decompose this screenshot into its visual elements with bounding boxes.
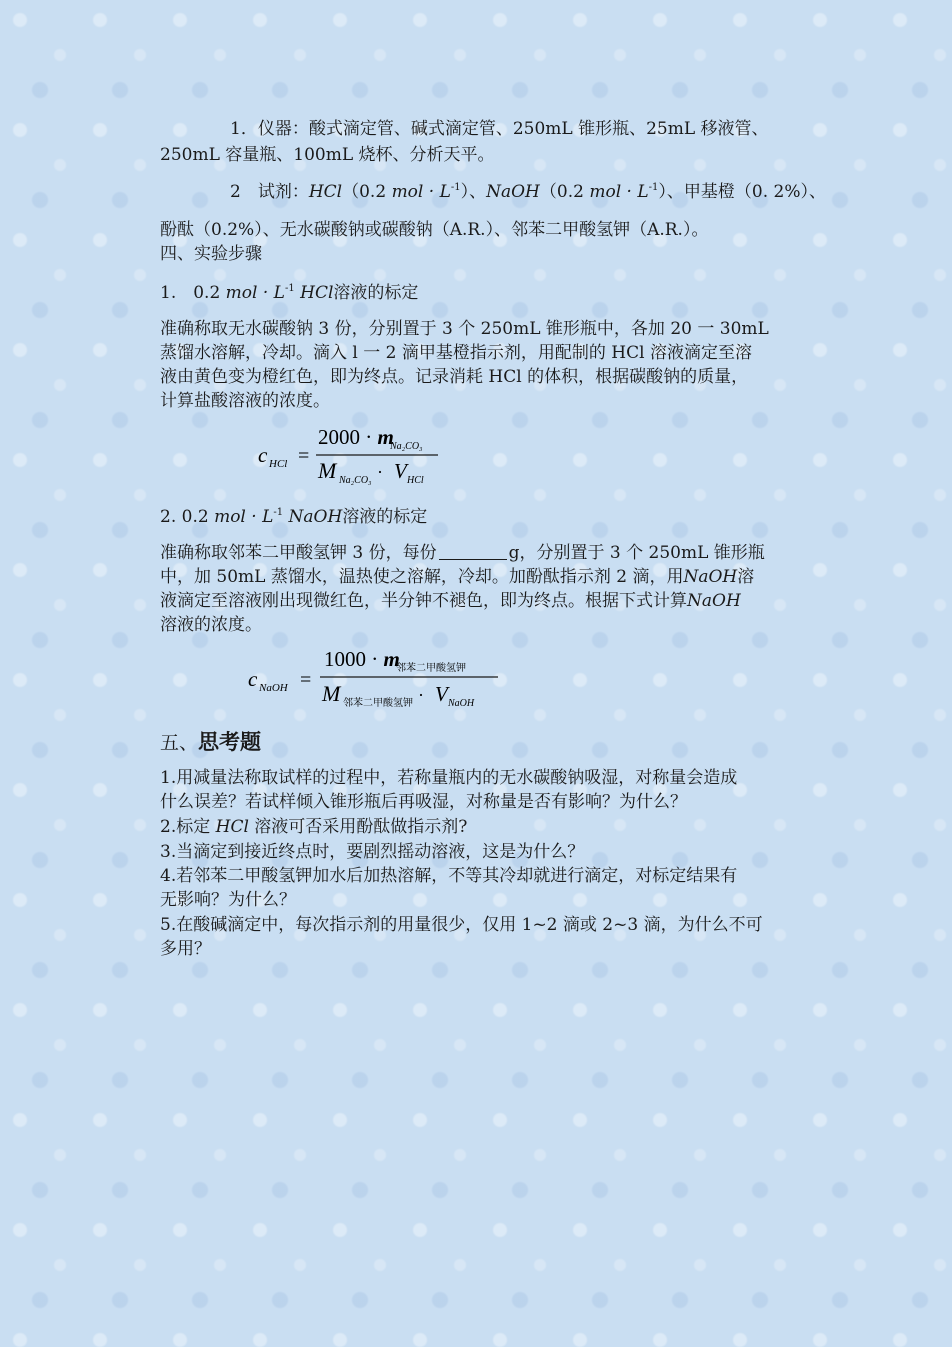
- section-5-heading: 思考题: [198, 729, 262, 754]
- step-1-para-line: 液由黄色变为橙红色，即为终点。记录消耗 HCl 的体积，根据碳酸钠的质量，: [160, 367, 749, 387]
- question-1-line-2: 什么误差？若试样倾入锥形瓶后再吸湿，对称量是否有影响？为什么？: [160, 792, 687, 812]
- step-2-para-3a: 液滴定至溶液刚出现微红色，半分钟不褪色，即为终点。根据下式计算: [160, 591, 687, 611]
- step-2-unit: mol · L: [214, 507, 274, 527]
- formula-1-num-sub: Na₂CO₃: [390, 441, 423, 452]
- question-3: 3.当滴定到接近终点时，要剧烈摇动溶液，这是为什么？: [160, 842, 585, 862]
- formula-1-den-sub2: HCl: [407, 475, 424, 486]
- section-5-title: [160, 729, 261, 756]
- formula-1-eq: =: [298, 445, 310, 467]
- formula-2-eq: =: [300, 669, 312, 691]
- step-1-para-line: 准确称取无水碳酸钠 3 份，分别置于 3 个 250mL 锥形瓶中，各加 20 一 30mL: [160, 319, 769, 339]
- reagent-naoh-close: ）、甲基橙（0. 2%）、: [658, 182, 826, 202]
- formula-1-den-var: M: [318, 458, 337, 483]
- step-2-para-3-naoh: NaOH: [687, 591, 741, 611]
- formula-2-den-sub2: NaOH: [448, 698, 475, 709]
- question-4-line-1: 4.若邻苯二甲酸氢钾加水后加热溶解，不等其冷却就进行滴定，对标定结果有: [160, 866, 738, 886]
- formula-2-den-sub: 邻苯二甲酸氢钾: [343, 698, 413, 709]
- formula-hcl: [250, 418, 460, 490]
- step-2-para-line-2: [160, 566, 754, 588]
- formula-2-num-const: 1000 · m: [324, 647, 400, 671]
- mass-blank: [439, 543, 507, 560]
- formula-2-num-sub: 邻苯二甲酸氢钾: [396, 663, 466, 674]
- step-1-title: [160, 282, 418, 304]
- step-2-para-line-3: [160, 590, 741, 612]
- formula-2-den-dot: ·: [418, 685, 424, 705]
- formula-2-den-var2: V: [435, 682, 448, 706]
- question-2-a: 2.标定: [160, 817, 216, 837]
- formula-2-lhs-sub: NaOH: [259, 682, 288, 694]
- reagents-line-1: [230, 181, 826, 203]
- apparatus-line-2: 250mL 容量瓶、100mL 烧杯、分析天平。: [160, 145, 495, 165]
- formula-1-den-sub: Na₂CO₃: [339, 475, 372, 486]
- step-2-para-1b: g，分别置于 3 个 250mL 锥形瓶: [508, 543, 765, 563]
- reagent-hcl: HCl: [308, 182, 343, 202]
- apparatus-line-1: 1．仪器：酸式滴定管、碱式滴定管、250mL 锥形瓶、25mL 移液管、: [230, 119, 769, 139]
- step-2-suffix: 溶液的标定: [342, 507, 428, 527]
- formula-1-den-dot: ·: [377, 462, 383, 482]
- step-1-suffix: 溶液的标定: [333, 283, 419, 303]
- reagent-hcl-close: ）、: [460, 182, 487, 202]
- section-4-title: 四、实验步骤: [160, 244, 262, 264]
- formula-1-num-const: 2000 · m: [318, 425, 394, 449]
- unit-sup: -1: [450, 182, 461, 193]
- unit-mol: mol · L: [391, 182, 451, 202]
- question-1-line-1: 1.用减量法称取试样的过程中，若称量瓶内的无水碳酸钠吸湿，对称量会造成: [160, 768, 738, 788]
- reagent-hcl-open: （0.2: [342, 182, 392, 202]
- step-1-number: 1. 0.2: [160, 283, 226, 303]
- step-1-para-line: 计算盐酸溶液的浓度。: [160, 391, 330, 411]
- reagents-line-2: 酚酞（0.2%）、无水碳酸钠或碳酸钠（A.R.）、邻苯二甲酸氢钾（A.R.）。: [160, 220, 709, 240]
- step-2-para-2a: 中，加 50mL 蒸馏水，温热使之溶解，冷却。加酚酞指示剂 2 滴，用: [160, 567, 684, 587]
- formula-1-den-var2: V: [394, 459, 407, 483]
- step-2-para-2-naoh: NaOH: [683, 567, 738, 587]
- question-4-line-2: 无影响？为什么？: [160, 890, 296, 910]
- step-2-para-2b: 溶: [737, 567, 755, 587]
- question-2-hcl: HCl: [215, 817, 249, 837]
- formula-1-lhs: c: [258, 443, 268, 467]
- reagents-prefix: 2 试剂：: [230, 182, 309, 202]
- question-5-line-2: 多用？: [160, 939, 211, 959]
- step-1-unit: mol · L: [225, 283, 285, 303]
- question-2: [160, 816, 467, 838]
- reagent-naoh-open: （0.2: [539, 182, 590, 202]
- formula-1-lhs-sub: HCl: [269, 458, 288, 470]
- formula-2-lhs: c: [248, 667, 258, 691]
- question-2-b: 溶液可否采用酚酞做指示剂?: [248, 817, 468, 837]
- step-1-para-line: 蒸馏水溶解，冷却。滴入 l 一 2 滴甲基橙指示剂，用配制的 HCl 溶液滴定至溶: [160, 343, 752, 363]
- step-2-title: [160, 506, 427, 528]
- question-5-line-1: 5.在酸碱滴定中，每次指示剂的用量很少，仅用 1~2 滴或 2~3 滴，为什么不可: [160, 915, 763, 935]
- step-1-sup: -1: [284, 283, 295, 294]
- formula-2-den-var: M: [322, 681, 341, 706]
- section-5-prefix: 五、: [160, 732, 199, 754]
- unit-mol-2: mol · L: [589, 182, 649, 202]
- step-2-para-1a: 准确称取邻苯二甲酸氢钾 3 份，每份: [160, 543, 437, 563]
- step-2-para-line-1: [160, 542, 765, 564]
- reagent-naoh: NaOH: [486, 182, 540, 202]
- step-2-number: 2. 0.2: [160, 507, 215, 527]
- step-2-sup: -1: [273, 507, 284, 518]
- step-2-para-line-4: 溶液的浓度。: [160, 615, 262, 635]
- unit-sup-2: -1: [648, 182, 659, 193]
- formula-naoh: [240, 642, 510, 714]
- step-2-reagent: NaOH: [283, 507, 343, 527]
- step-1-reagent: HCl: [294, 283, 334, 303]
